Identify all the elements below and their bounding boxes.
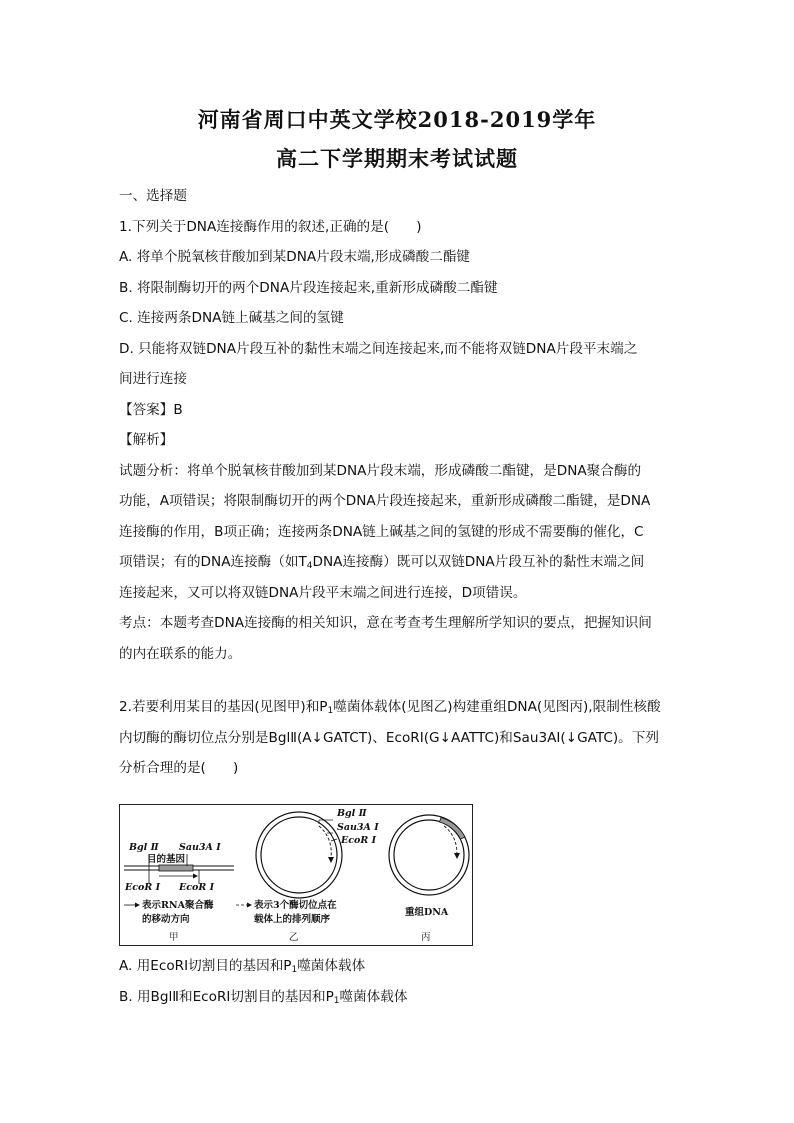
q2-stem-line2: 内切酶的酶切位点分别是BglⅡ(A↓GATCT)、EcoRⅠ(G↓AATTC)和Sau3AⅠ(↓GATC)。下列 bbox=[119, 729, 659, 746]
q1-option-c: C. 连接两条DNA链上碱基之间的氢键 bbox=[119, 310, 344, 326]
q2-figure bbox=[119, 804, 473, 946]
q1-option-a: A. 将单个脱氧核苷酸加到某DNA片段末端,形成磷酸二酯键 bbox=[119, 249, 471, 265]
yi-bgl-label: Bgl Ⅱ bbox=[337, 808, 367, 819]
yi-sau-label: Sau3A Ⅰ bbox=[337, 822, 379, 833]
q2-stem-line1 bbox=[119, 692, 677, 723]
q2-stem-line1-b: 噬菌体载体(见图乙)构建重组DNA(见图丙),限制性核酸 bbox=[333, 699, 661, 715]
jia-bgl-label: Bgl Ⅱ bbox=[129, 842, 159, 853]
q1-kaodian-line2: 的内在联系的能力。 bbox=[119, 645, 242, 662]
jia-panel-label: 甲 bbox=[169, 932, 179, 943]
question-content bbox=[119, 181, 677, 784]
jia-legend-line2: 的移动方向 bbox=[142, 914, 190, 925]
q1-analysis-line1: 试题分析：将单个脱氧核苷酸加到某DNA片段末端，形成磷酸二酯键，是DNA聚合酶的 bbox=[119, 462, 642, 479]
doc-title-line1: 河南省周口中英文学校2018-2019学年 bbox=[197, 107, 597, 132]
q1-analysis-line2: 功能，A项错误；将限制酶切开的两个DNA片段连接起来，重新形成磷酸二酯键，是DNA bbox=[119, 493, 651, 509]
jia-gene-label: 目的基因 bbox=[147, 854, 186, 865]
q1-analysis-line5: 连接起来，又可以将双链DNA片段平末端之间进行连接，D项错误。 bbox=[119, 584, 527, 601]
doc-title-line2: 高二下学期期末考试试题 bbox=[276, 146, 518, 171]
q2-option-b-tail: 噬菌体载体 bbox=[339, 988, 408, 1005]
q1-analysis-line4-a: 项错误；有的DNA连接酶（如T bbox=[119, 554, 307, 570]
q1-kaodian-line1: 考点：本题考查DNA连接酶的相关知识，意在考查考生理解所学知识的要点，把握知识间 bbox=[119, 615, 652, 631]
q1-analysis-line4-b: DNA连接酶）既可以双链DNA片段互补的黏性末端之间 bbox=[312, 554, 645, 570]
q2-stem-line1-a: 2.若要利用某目的基因(见图甲)和P bbox=[119, 699, 328, 715]
q2-stem-line3: 分析合理的是( ) bbox=[119, 760, 239, 776]
q1-option-d-line2: 间进行连接 bbox=[119, 371, 187, 387]
q2-option-a-text: A. 用EcoRⅠ切割目的基因和P bbox=[119, 958, 292, 974]
q1-option-d-line1: D. 只能将双链DNA片段互补的黏性末端之间连接起来,而不能将双链DNA片段平末端之 bbox=[119, 340, 638, 357]
q1-analysis-line3: 连接酶的作用，B项正确；连接两条DNA链上碱基之间的氢键的形成不需要酶的催化，C bbox=[119, 523, 644, 540]
q1-option-b: B. 将限制酶切开的两个DNA片段连接起来,重新形成磷酸二酯键 bbox=[119, 279, 498, 296]
q2-option-a bbox=[119, 951, 677, 982]
q1-analysis-line4-sub: 4 bbox=[306, 561, 313, 571]
q2-option-b-sub: 1 bbox=[333, 995, 340, 1006]
bing-name: 重组DNA bbox=[405, 907, 449, 918]
yi-legend-line2: 载体上的排列顺序 bbox=[254, 914, 331, 925]
section-heading: 一、选择题 bbox=[119, 188, 187, 204]
q2-option-b-text: B. 用BglⅡ和EcoRⅠ切割目的基因和P bbox=[119, 988, 334, 1005]
yi-legend-line1: 表示3个酶切位点在 bbox=[254, 900, 337, 911]
q1-analysis-label: 【解析】 bbox=[119, 432, 174, 448]
yi-panel-label: 乙 bbox=[289, 932, 299, 943]
q2-option-a-sub: 1 bbox=[291, 965, 298, 975]
jia-eco-right-label: EcoR Ⅰ bbox=[179, 882, 215, 893]
q1-stem: 1.下列关于DNA连接酶作用的叙述,正确的是( ) bbox=[119, 218, 422, 235]
jia-sau-label: Sau3A Ⅰ bbox=[179, 842, 221, 853]
yi-eco-label: EcoR Ⅰ bbox=[341, 835, 377, 846]
jia-gene-segment bbox=[159, 865, 193, 871]
q2-option-a-tail: 噬菌体载体 bbox=[297, 958, 366, 974]
q2-stem-line1-sub: 1 bbox=[327, 706, 334, 716]
q2-option-b bbox=[119, 982, 677, 1013]
bing-panel-label: 丙 bbox=[421, 932, 431, 943]
q1-answer: 【答案】B bbox=[119, 401, 183, 418]
q2-options bbox=[119, 951, 677, 1012]
q1-analysis-line4 bbox=[119, 547, 677, 578]
jia-eco-left-label: EcoR Ⅰ bbox=[125, 882, 161, 893]
jia-legend-line1: 表示RNA聚合酶 bbox=[142, 900, 214, 911]
